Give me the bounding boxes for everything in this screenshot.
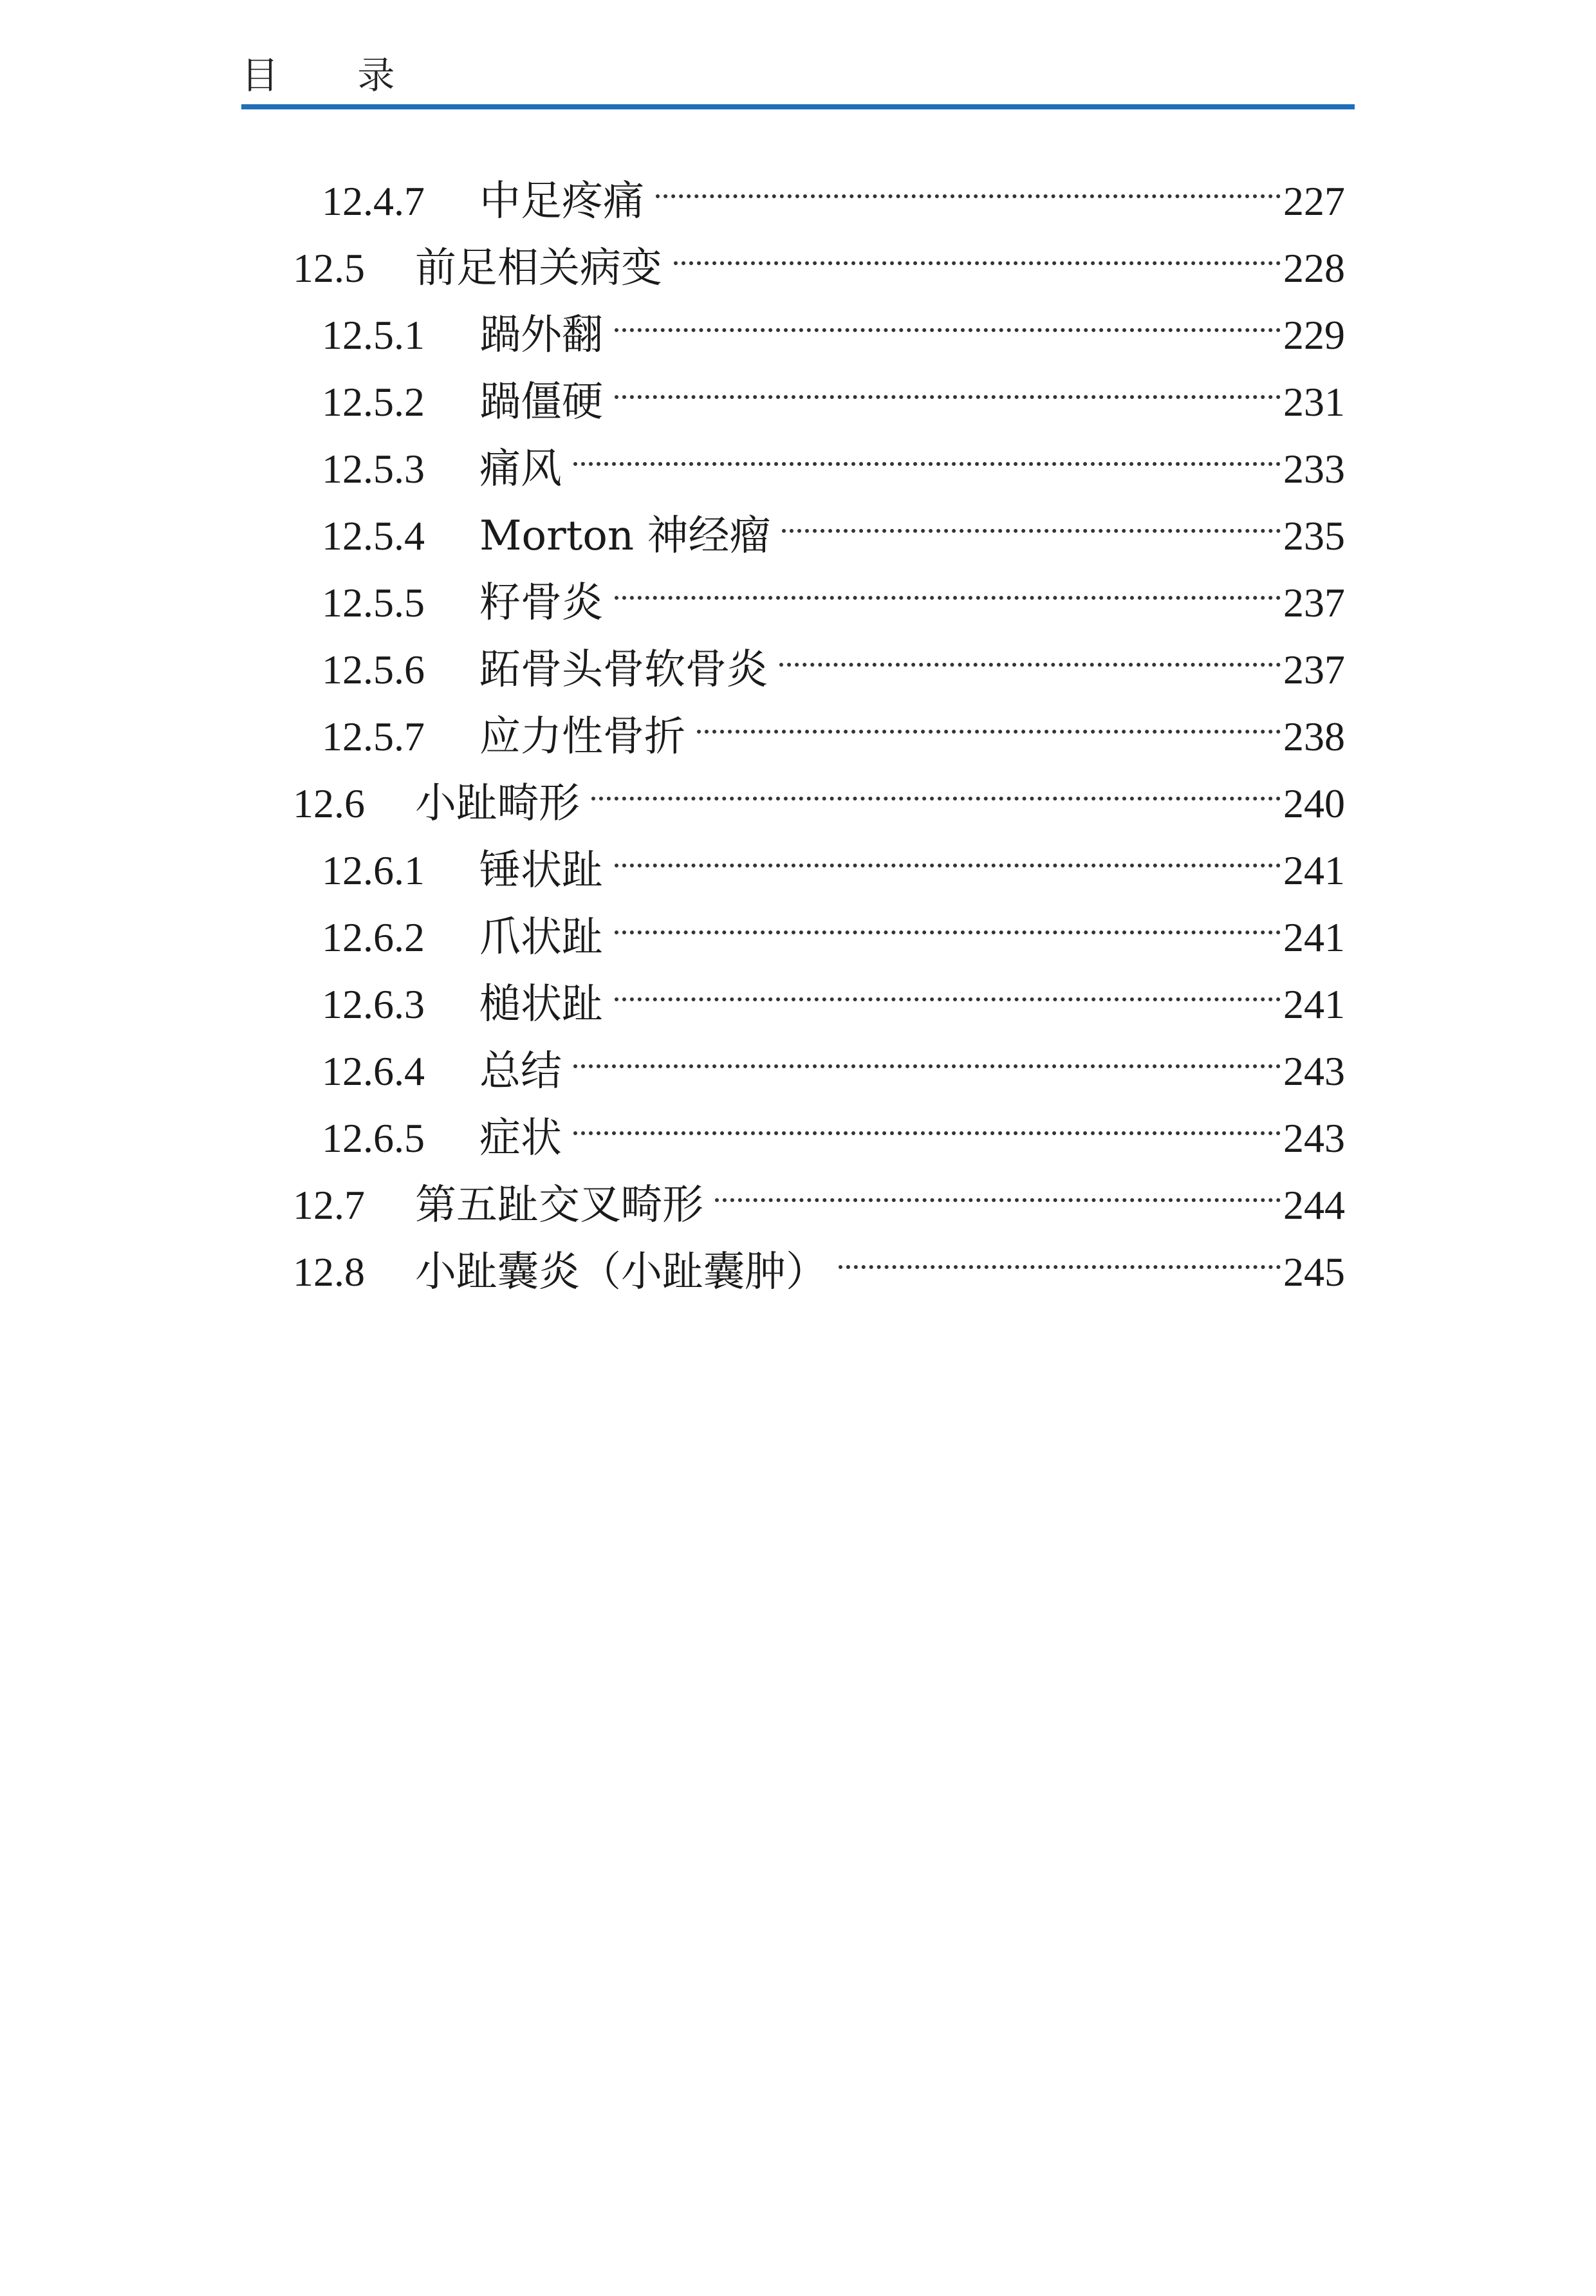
toc-entry-title: 爪状趾 bbox=[479, 914, 603, 961]
toc-entry-number: 12.8 bbox=[293, 1249, 365, 1295]
toc-entry-title: 踻僵硬 bbox=[479, 378, 603, 426]
toc-entry-title: 中足疼痛 bbox=[479, 178, 644, 225]
toc-entry-title: 踻外翻 bbox=[479, 311, 603, 359]
toc-entry[interactable] bbox=[322, 550, 1345, 627]
toc-entry-number: 12.5.4 bbox=[322, 513, 425, 559]
toc-entry[interactable] bbox=[322, 884, 1345, 961]
toc-entry[interactable] bbox=[322, 416, 1345, 493]
toc-entry-number: 12.6.4 bbox=[322, 1048, 425, 1094]
toc-entry-page: 237 bbox=[1283, 580, 1345, 625]
toc-entry-number: 12.5.2 bbox=[322, 379, 425, 425]
dot-leader bbox=[591, 750, 1283, 817]
toc-entry-page: 241 bbox=[1283, 847, 1345, 893]
toc-entry-page: 241 bbox=[1283, 981, 1345, 1027]
toc-entry-number: 12.6.1 bbox=[322, 847, 425, 893]
toc-entry-page: 245 bbox=[1283, 1249, 1345, 1295]
toc-entry[interactable] bbox=[322, 1018, 1345, 1095]
toc-entry-number: 12.6.2 bbox=[322, 914, 425, 960]
toc-entry[interactable] bbox=[293, 1152, 1345, 1229]
dot-leader bbox=[573, 1018, 1283, 1085]
toc-entry-title: 第五趾交叉畸形 bbox=[415, 1181, 703, 1229]
dot-leader bbox=[715, 1152, 1283, 1219]
toc-entry-number: 12.5.5 bbox=[322, 580, 425, 625]
toc-entry-number: 12.7 bbox=[293, 1182, 365, 1228]
dot-leader bbox=[615, 282, 1283, 349]
toc-entry[interactable] bbox=[322, 616, 1345, 694]
toc-entry-page: 233 bbox=[1283, 446, 1345, 492]
toc-entry-title: 锤状趾 bbox=[479, 847, 603, 894]
toc-entry-title: 痛风 bbox=[479, 445, 562, 493]
toc-entry[interactable] bbox=[322, 1085, 1345, 1162]
dot-leader bbox=[573, 416, 1283, 483]
toc-entry-title: 籽骨炎 bbox=[479, 579, 603, 627]
dot-leader bbox=[674, 215, 1283, 282]
toc-entry-page: 229 bbox=[1283, 312, 1345, 358]
dot-leader bbox=[839, 1219, 1283, 1286]
toc-entry-number: 12.6.3 bbox=[322, 981, 425, 1027]
toc-entry-number: 12.5.6 bbox=[322, 647, 425, 692]
toc-entry-number: 12.6 bbox=[293, 781, 365, 826]
toc-entry[interactable] bbox=[293, 215, 1345, 292]
toc-entry-page: 235 bbox=[1283, 513, 1345, 559]
toc-entry-page: 244 bbox=[1283, 1182, 1345, 1228]
toc-entry-number: 12.4.7 bbox=[322, 178, 425, 224]
toc-entry-number: 12.5.1 bbox=[322, 312, 425, 358]
dot-leader bbox=[779, 616, 1283, 683]
toc-entry-number: 12.6.5 bbox=[322, 1115, 425, 1161]
toc-entry-title: 槌状趾 bbox=[479, 981, 603, 1028]
toc-entry-page: 227 bbox=[1283, 178, 1345, 224]
page-header bbox=[241, 46, 1355, 111]
toc-entry-page: 241 bbox=[1283, 914, 1345, 960]
toc-entry-page: 237 bbox=[1283, 647, 1345, 692]
toc-entry-title: 跖骨头骨软骨炎 bbox=[479, 646, 768, 694]
toc-entry-title: 小趾畸形 bbox=[415, 780, 580, 828]
dot-leader bbox=[782, 483, 1283, 550]
toc-entry-page: 228 bbox=[1283, 245, 1345, 291]
toc-entry[interactable] bbox=[322, 483, 1345, 560]
toc-entry-page: 231 bbox=[1283, 379, 1345, 425]
toc-entry-page: 243 bbox=[1283, 1048, 1345, 1094]
toc-entry-number: 12.5.3 bbox=[322, 446, 425, 492]
toc-entry[interactable] bbox=[322, 282, 1345, 359]
toc-entry[interactable] bbox=[293, 1219, 1345, 1296]
toc-entry[interactable] bbox=[322, 148, 1345, 225]
toc-entry[interactable] bbox=[322, 349, 1345, 426]
dot-leader bbox=[615, 349, 1283, 416]
toc-entry-page: 243 bbox=[1283, 1115, 1345, 1161]
toc-entry-title: 小趾囊炎（小趾囊肿） bbox=[415, 1248, 827, 1296]
dot-leader bbox=[615, 817, 1283, 884]
toc-entry-page: 238 bbox=[1283, 714, 1345, 759]
dot-leader bbox=[615, 884, 1283, 951]
toc-entry-title: 症状 bbox=[479, 1115, 562, 1162]
toc-entry-page: 240 bbox=[1283, 781, 1345, 826]
toc-entry[interactable] bbox=[293, 750, 1345, 828]
toc-entry-title: 总结 bbox=[479, 1048, 562, 1095]
toc-entry-number: 12.5.7 bbox=[322, 714, 425, 759]
toc-entry-title: 前足相关病变 bbox=[415, 245, 662, 292]
page-title: 目 录 bbox=[241, 53, 429, 97]
toc-entry[interactable] bbox=[322, 817, 1345, 894]
dot-leader bbox=[697, 683, 1283, 750]
toc-entry[interactable] bbox=[322, 683, 1345, 761]
toc-entry-title: Morton 神经瘤 bbox=[479, 512, 771, 560]
toc-entry-number: 12.5 bbox=[293, 245, 365, 291]
dot-leader bbox=[615, 550, 1283, 616]
dot-leader bbox=[573, 1085, 1283, 1152]
toc-entry[interactable] bbox=[322, 951, 1345, 1028]
dot-leader bbox=[615, 951, 1283, 1018]
toc-entry-title: 应力性骨折 bbox=[479, 713, 685, 761]
header-rule bbox=[241, 104, 1355, 109]
dot-leader bbox=[656, 148, 1283, 215]
